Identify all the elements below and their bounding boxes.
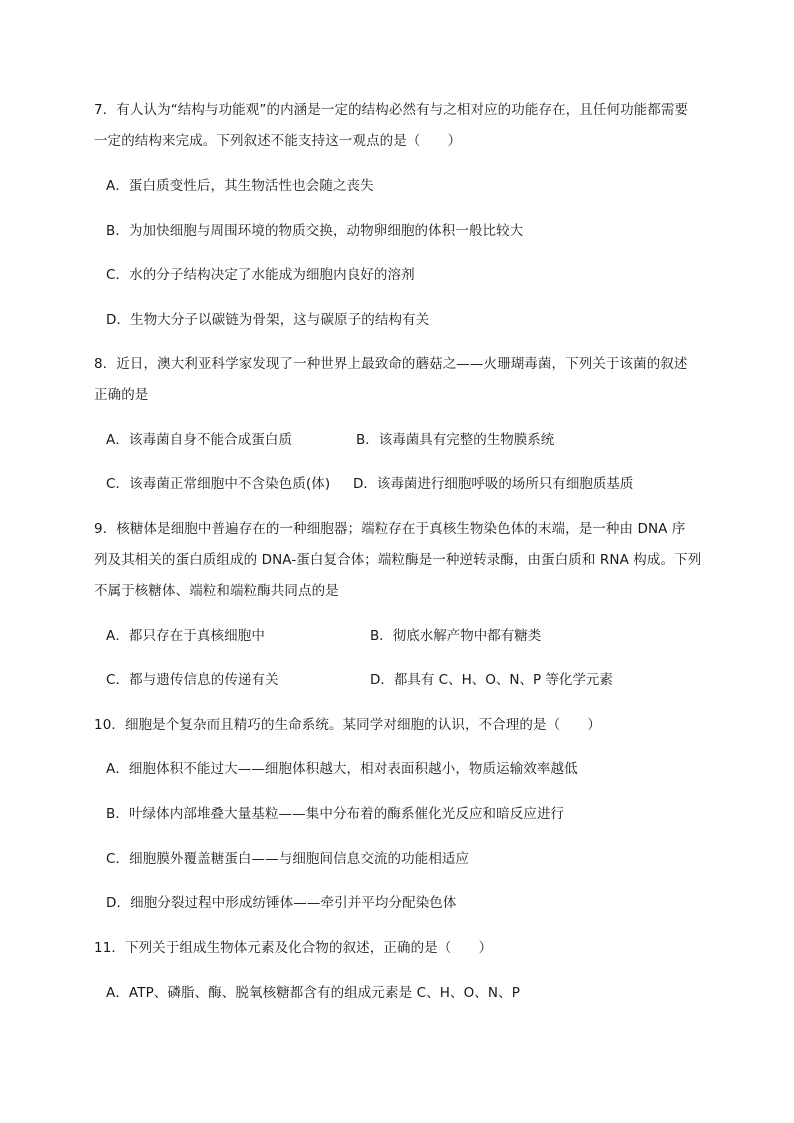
q9-stem-line-3: 不属于核糖体、端粒和端粒酶共同点的是 (94, 583, 339, 599)
q9-option-a: A．都只存在于真核细胞中 (106, 628, 265, 644)
q10-option-d: D．细胞分裂过程中形成纺锤体——牵引并平均分配染色体 (106, 895, 457, 911)
q11-option-a: A．ATP、磷脂、酶、脱氧核糖都含有的组成元素是 C、H、O、N、P (106, 985, 520, 1001)
q7-option-c: C．水的分子结构决定了水能成为细胞内良好的溶剂 (106, 267, 415, 283)
q10-stem-line-1: 10．细胞是个复杂而且精巧的生命系统。某同学对细胞的认识，不合理的是（ ） (94, 717, 601, 733)
q8-option-c: C．该毒菌正常细胞中不含染色质(体) (106, 476, 331, 492)
q9-option-c: C．都与遗传信息的传递有关 (106, 672, 279, 688)
q10-option-c: C．细胞膜外覆盖糖蛋白——与细胞间信息交流的功能相适应 (106, 851, 470, 867)
q10-option-b: B．叶绿体内部堆叠大量基粒——集中分布着的酶系催化光反应和暗反应进行 (106, 806, 565, 822)
q8-stem-line-2: 正确的是 (94, 387, 149, 403)
q11-stem-line-1: 11．下列关于组成生物体元素及化合物的叙述，正确的是（ ） (94, 940, 493, 956)
q7-stem-line-2: 一定的结构来完成。下列叙述不能支持这一观点的是（ ） (94, 133, 462, 149)
q8-option-a: A．该毒菌自身不能合成蛋白质 (106, 432, 293, 448)
q9-stem-line-1: 9．核糖体是细胞中普遍存在的一种细胞器；端粒存在于真核生物染色体的末端，是一种由 DNA 序 (94, 521, 686, 537)
q8-option-b: B．该毒菌具有完整的生物膜系统 (356, 432, 555, 448)
q9-option-b: B．彻底水解产物中都有糖类 (370, 628, 542, 644)
q7-stem-line-1: 7．有人认为“结构与功能观”的内涵是一定的结构必然有与之相对应的功能存在，且任何功能都需要 (94, 102, 689, 118)
q9-option-d: D．都具有 C、H、O、N、P 等化学元素 (370, 672, 613, 688)
q9-stem-line-2: 列及其相关的蛋白质组成的 DNA-蛋白复合体；端粒酶是一种逆转录酶，由蛋白质和 RNA 构成。下列 (94, 552, 702, 568)
q7-option-b: B．为加快细胞与周围环境的物质交换，动物卵细胞的体积一般比较大 (106, 223, 524, 239)
q7-option-a: A．蛋白质变性后，其生物活性也会随之丧失 (106, 178, 374, 194)
q7-option-d: D．生物大分子以碳链为骨架，这与碳原子的结构有关 (106, 312, 430, 328)
q10-option-a: A．细胞体积不能过大——细胞体积越大，相对表面积越小，物质运输效率越低 (106, 761, 578, 777)
q8-option-d: D．该毒菌进行细胞呼吸的场所只有细胞质基质 (353, 476, 634, 492)
q8-stem-line-1: 8．近日，澳大利亚科学家发现了一种世界上最致命的蘑菇之——火珊瑚毒菌，下列关于该菌的叙述 (94, 356, 688, 372)
